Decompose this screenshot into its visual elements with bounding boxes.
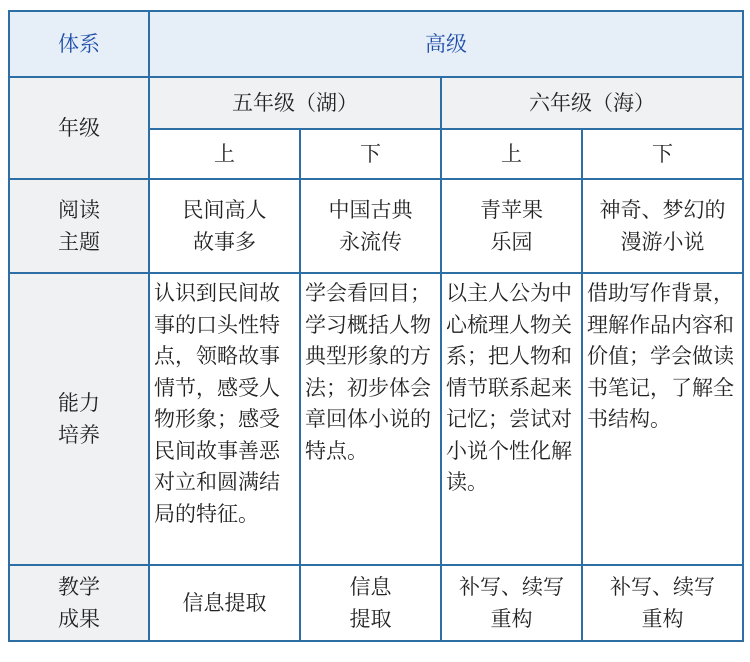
- reading-theme-line1: 青苹果: [480, 198, 543, 222]
- result-row: [9, 565, 743, 641]
- result-label-cell: [9, 565, 149, 641]
- ability-row: [9, 273, 743, 565]
- term-g5-down-cell: 下: [300, 129, 441, 179]
- reading-theme-label-cell: [9, 179, 149, 273]
- result-line2: 重构: [490, 607, 533, 631]
- ability-text-cell: 认识到民间故事的口头性特点，领略故事情节，感受人物形象；感受民间故事善恶对立和圆满结局的特征。: [149, 273, 300, 565]
- ability-text-cell: 借助写作背景，理解作品内容和价值；学会做读书笔记，了解全书结构。: [582, 273, 743, 565]
- result-cell: [300, 565, 441, 641]
- grade-label-cell: 年级: [9, 77, 149, 179]
- header-row: [9, 11, 743, 77]
- reading-theme-cell: [300, 179, 441, 273]
- reading-theme-row: [9, 179, 743, 273]
- result-line1: 补写、续写: [610, 575, 715, 599]
- reading-theme-line2: 故事多: [193, 230, 256, 254]
- result-cell: 信息提取: [149, 565, 300, 641]
- reading-theme-label-line2: 主题: [58, 230, 100, 254]
- reading-theme-line2: 漫游小说: [620, 230, 705, 254]
- ability-label-cell: [9, 273, 149, 565]
- grade6-cell: 六年级（海）: [441, 77, 743, 129]
- result-label-line1: 教学: [58, 575, 100, 599]
- result-line2: 重构: [641, 607, 684, 631]
- reading-theme-cell: [582, 179, 743, 273]
- result-line1: 信息: [349, 575, 392, 599]
- result-label-line2: 成果: [58, 607, 100, 631]
- reading-theme-cell: [149, 179, 300, 273]
- reading-theme-line1: 民间高人: [182, 198, 267, 222]
- result-line1: 补写、续写: [459, 575, 564, 599]
- term-g6-down-cell: 下: [582, 129, 743, 179]
- reading-theme-label-line1: 阅读: [58, 198, 100, 222]
- curriculum-table-frame: [8, 10, 742, 640]
- reading-theme-cell: [441, 179, 582, 273]
- result-line2: 提取: [349, 607, 392, 631]
- reading-theme-line2: 永流传: [339, 230, 402, 254]
- reading-theme-line2: 乐园: [490, 230, 533, 254]
- grade-row: [9, 77, 743, 129]
- term-g5-up-cell: 上: [149, 129, 300, 179]
- reading-theme-line1: 神奇、梦幻的: [599, 198, 726, 222]
- ability-label-line2: 培养: [58, 423, 100, 447]
- reading-theme-line1: 中国古典: [328, 198, 413, 222]
- system-header-cell: 体系: [9, 11, 149, 77]
- ability-text-cell: 以主人公为中心梳理人物关系；把人物和情节联系起来记忆；尝试对小说个性化解读。: [441, 273, 582, 565]
- ability-text-cell: 学会看回目；学习概括人物典型形象的方法；初步体会章回体小说的特点。: [300, 273, 441, 565]
- grade5-cell: 五年级（湖）: [149, 77, 441, 129]
- result-cell: [441, 565, 582, 641]
- ability-label-line1: 能力: [58, 391, 100, 415]
- level-header-cell: 高级: [149, 11, 743, 77]
- result-cell: [582, 565, 743, 641]
- term-g6-up-cell: 上: [441, 129, 582, 179]
- curriculum-table: [8, 10, 744, 642]
